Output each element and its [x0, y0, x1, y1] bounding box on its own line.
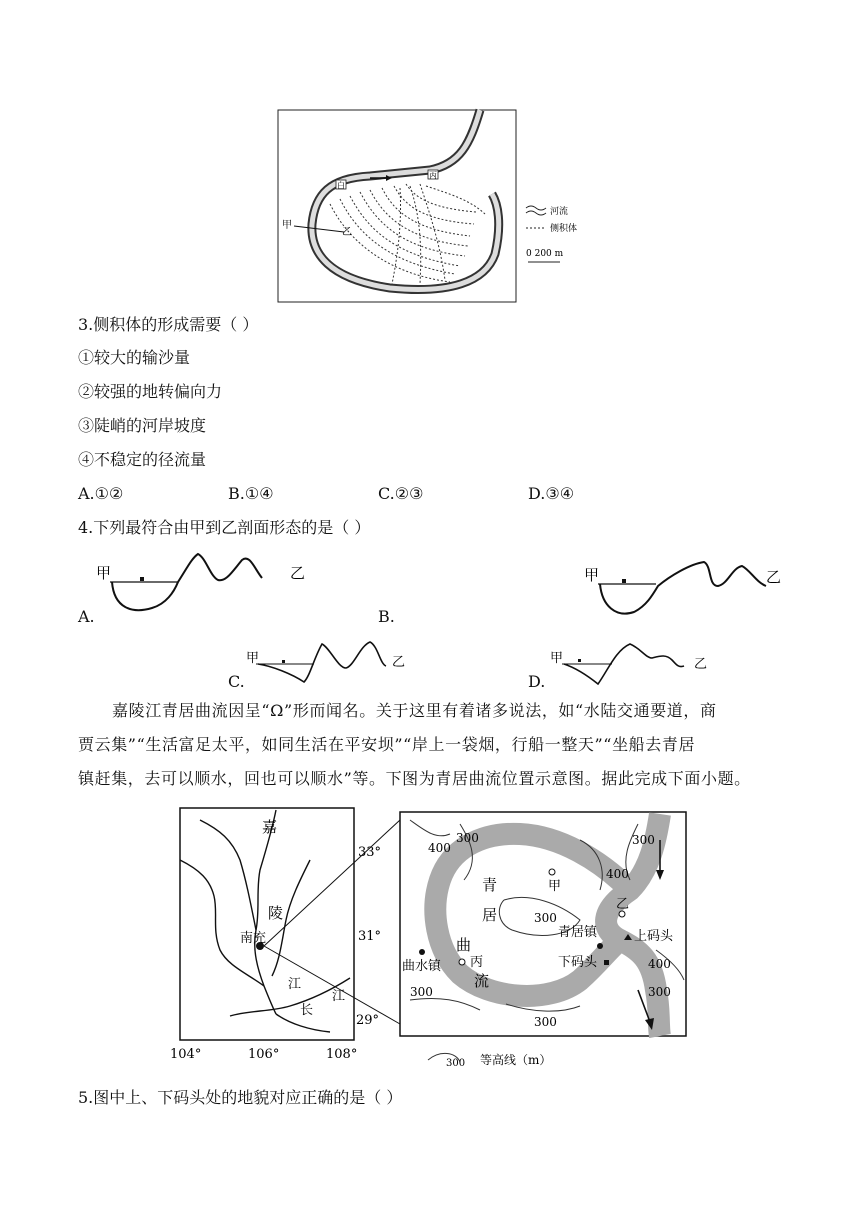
lon-106: 106° [248, 1047, 280, 1062]
contour-400-c: 400 [648, 957, 671, 971]
q4-option-c[interactable]: C. [228, 672, 245, 691]
river-downstream [606, 814, 660, 1036]
lon-108: 108° [326, 1047, 358, 1062]
map-label-jiang-1: 江 [288, 977, 302, 992]
q3-option-a[interactable]: A.①② [78, 484, 124, 503]
map-label-chang: 长 [300, 1003, 314, 1018]
label-qu: 曲 [456, 936, 472, 954]
profile-c-start: 甲 [246, 651, 260, 666]
contour-300-e: 300 [410, 985, 433, 999]
map-label-ling: 陵 [268, 904, 284, 922]
contour-300-d: 300 [648, 985, 671, 999]
contour-400-b: 400 [606, 867, 629, 881]
profile-c[interactable] [242, 636, 422, 686]
label-shangmatou: 上码头 [634, 929, 674, 944]
passage-line-1: 嘉陵江青居曲流因呈“Ω”形而闻名。关于这里有着诸多说法，如“水陆交通要道，商 [112, 701, 717, 720]
label-qing: 青 [482, 876, 498, 894]
profile-d-start: 甲 [550, 651, 564, 666]
location-map-frame [180, 808, 354, 1040]
figure-lateral-accretion [270, 104, 580, 308]
legend-contour-label: 等高线（m） [480, 1053, 552, 1067]
label-bing-fig1: 丙 [429, 171, 437, 180]
label-xiamatou: 下码头 [558, 955, 598, 970]
label-yi-fig2: 乙 [616, 897, 630, 912]
q3-item-4: ④不稳定的径流量 [78, 450, 207, 469]
legend-contour-value: 300 [446, 1058, 466, 1069]
lateral-accretion-lines [330, 184, 485, 284]
profile-b-start: 甲 [584, 566, 600, 584]
lat-29: 29° [356, 1013, 380, 1028]
q3-item-2: ②较强的地转偏向力 [78, 382, 223, 401]
profile-d-end: 乙 [694, 657, 708, 672]
point-qingjuzhen [597, 943, 603, 949]
q4-option-d[interactable]: D. [528, 672, 546, 691]
lon-104: 104° [170, 1047, 202, 1062]
profile-c-end: 乙 [392, 655, 406, 670]
q4-option-a[interactable]: A. [78, 607, 95, 626]
lat-33: 33° [358, 845, 382, 860]
profile-a-start: 甲 [96, 564, 112, 582]
point-jia [549, 869, 555, 875]
q3-stem: 3.侧积体的形成需要（ ） [78, 315, 259, 334]
label-bing-fig2: 丙 [470, 955, 484, 970]
point-bing [459, 959, 465, 965]
passage-line-3: 镇赶集，去可以顺水，回也可以顺水”等。下图为青居曲流位置示意图。据此完成下面小题。 [78, 769, 751, 788]
legend-lateral: 侧积体 [550, 224, 578, 234]
q3-option-d[interactable]: D.③④ [528, 484, 575, 503]
label-qingjuzhen: 青居镇 [558, 925, 598, 940]
label-jia-fig2: 甲 [548, 879, 562, 894]
label-liu: 流 [474, 972, 490, 990]
lower-wharf-marker [604, 960, 609, 965]
q3-item-3: ③陡峭的河岸坡度 [78, 416, 207, 435]
q3-option-c[interactable]: C.②③ [378, 484, 424, 503]
passage-line-2: 贾云集”“生活富足太平，如同生活在平安坝”“岸上一袋烟，行船一整天”“坐船去青居 [78, 735, 696, 754]
label-qushuizhen: 曲水镇 [402, 959, 442, 974]
contour-300-a: 300 [456, 831, 479, 845]
q4-stem: 4.下列最符合由甲到乙剖面形态的是（ ） [78, 518, 371, 537]
contour-300-c: 300 [632, 833, 655, 847]
q3-option-b[interactable]: B.①④ [228, 484, 274, 503]
profile-a[interactable] [92, 548, 322, 618]
scale-label: 0 200 m [526, 249, 564, 259]
lat-31: 31° [358, 929, 382, 944]
label-yi-fig1: 乙 [342, 227, 352, 238]
label-ju: 居 [482, 906, 498, 924]
profile-a-end: 乙 [290, 564, 306, 582]
contour-300-b: 300 [534, 911, 557, 925]
map-label-jiang-2: 江 [332, 989, 346, 1004]
profile-d[interactable] [548, 640, 718, 688]
q3-item-1: ①较大的输沙量 [78, 348, 191, 367]
profile-b[interactable] [580, 556, 800, 622]
map-label-jia: 嘉 [262, 818, 278, 836]
legend-river: 河流 [550, 207, 569, 217]
label-nanchong: 南充 [240, 931, 267, 946]
label-bai: 白 [337, 181, 345, 190]
river-network [180, 810, 350, 1032]
q5-stem: 5.图中上、下码头处的地貌对应正确的是（ ） [78, 1088, 403, 1107]
figure-qingju-meander [160, 800, 700, 1076]
q4-option-b[interactable]: B. [378, 607, 395, 626]
contour-400-a: 400 [428, 841, 451, 855]
label-jia-fig1: 甲 [282, 220, 292, 231]
profile-b-end: 乙 [766, 568, 782, 586]
point-qushuizhen [419, 949, 425, 955]
contour-300-f: 300 [534, 1015, 557, 1029]
